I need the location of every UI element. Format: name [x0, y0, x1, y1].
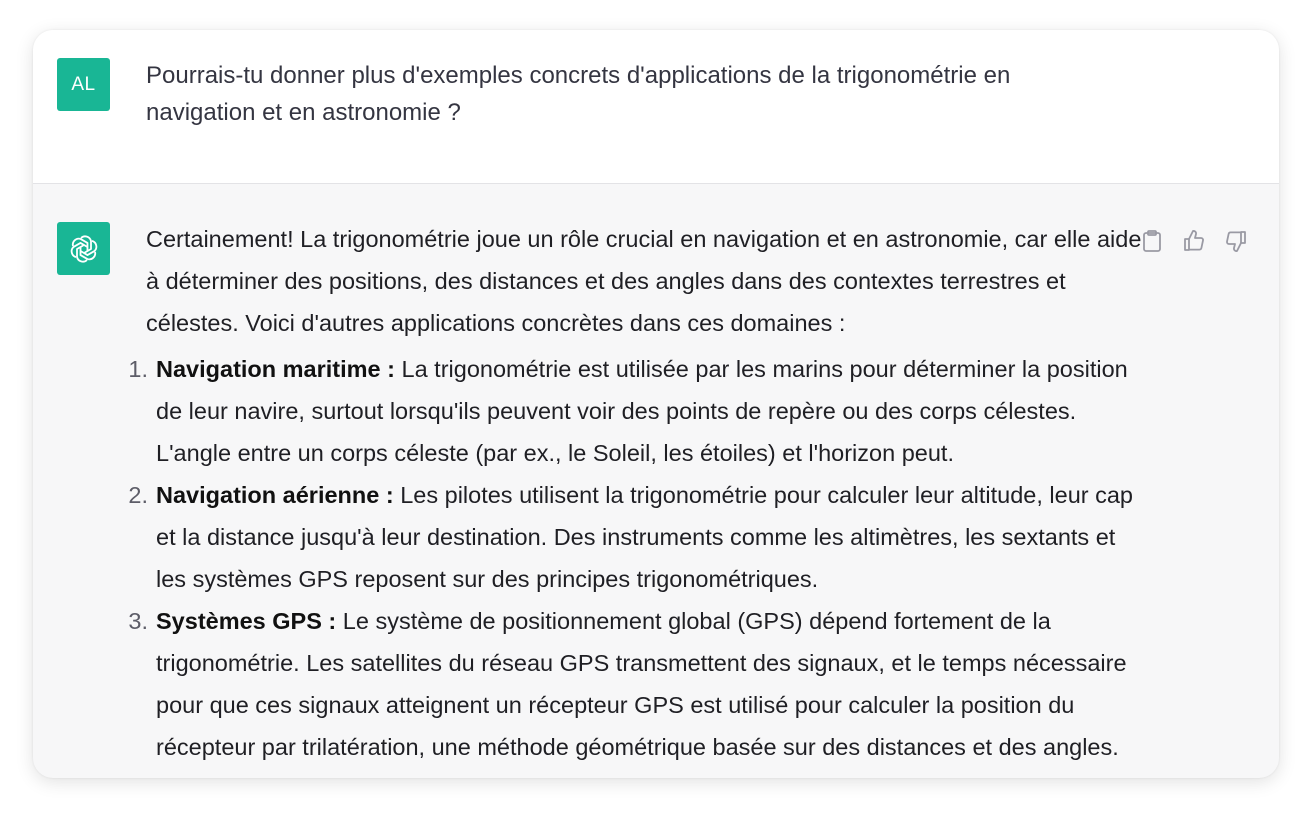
list-item-title: Navigation aérienne :	[156, 482, 401, 508]
chat-card	[33, 30, 1279, 778]
list-number: 1.	[128, 356, 148, 382]
list-item-text: Les pilotes utilisent la trigonométrie pour calculer leur altitude, leur cap et la distance jusqu'à leur destination. Des instruments comme les altimètres, les sextants et les systèmes GPS reposent sur des principes trigonométriques.	[156, 482, 1134, 592]
reply-list	[128, 348, 1146, 768]
list-item-text: Le système de positionnement global (GPS) dépend fortement de la trigonométrie. Les satellites du réseau GPS transmettent des signaux, et le temps nécessaire pour que ces signaux atteignent un récepteur GPS est utilisé pour calculer la position du récepteur par trilatération, une méthode géométrique basée sur des distances et des angles.	[156, 608, 1127, 760]
thumbs-up-icon	[1182, 229, 1206, 253]
list-item-text: La trigonométrie est utilisée par les marins pour déterminer la position de leur navire, surtout lorsqu'ils peuvent voir des points de repère ou des corps célestes. L'angle entre un corps céleste (par ex., le Soleil, les étoiles) et l'horizon peut.	[156, 356, 1128, 466]
user-initials: AL	[71, 73, 96, 95]
thumbs-down-icon	[1224, 229, 1248, 253]
list-number: 2.	[128, 482, 148, 508]
user-message-row	[33, 30, 1279, 184]
like-button[interactable]	[1179, 226, 1209, 256]
message-actions	[1137, 226, 1251, 256]
assistant-message-row	[33, 184, 1279, 778]
list-item-title: Systèmes GPS :	[156, 608, 343, 634]
list-item	[128, 348, 1146, 474]
list-item-title: Navigation maritime :	[156, 356, 402, 382]
list-number: 3.	[128, 608, 148, 634]
copy-button[interactable]	[1137, 226, 1167, 256]
user-avatar	[57, 58, 110, 111]
assistant-reply	[128, 218, 1146, 768]
openai-logo-icon	[57, 222, 110, 275]
reply-intro: Certainement! La trigonométrie joue un rôle crucial en navigation et en astronomie, car elle aide à déterminer des positions, des distances et des angles dans des contextes terrestres et célestes. Voici d'autres applications concrètes dans ces domaines :	[146, 226, 1142, 336]
list-item	[128, 600, 1146, 768]
list-item	[128, 474, 1146, 600]
user-message: Pourrais-tu donner plus d'exemples concrets d'applications de la trigonométrie en navigation et en astronomie ?	[146, 62, 1011, 126]
dislike-button[interactable]	[1221, 226, 1251, 256]
clipboard-icon	[1141, 229, 1163, 253]
